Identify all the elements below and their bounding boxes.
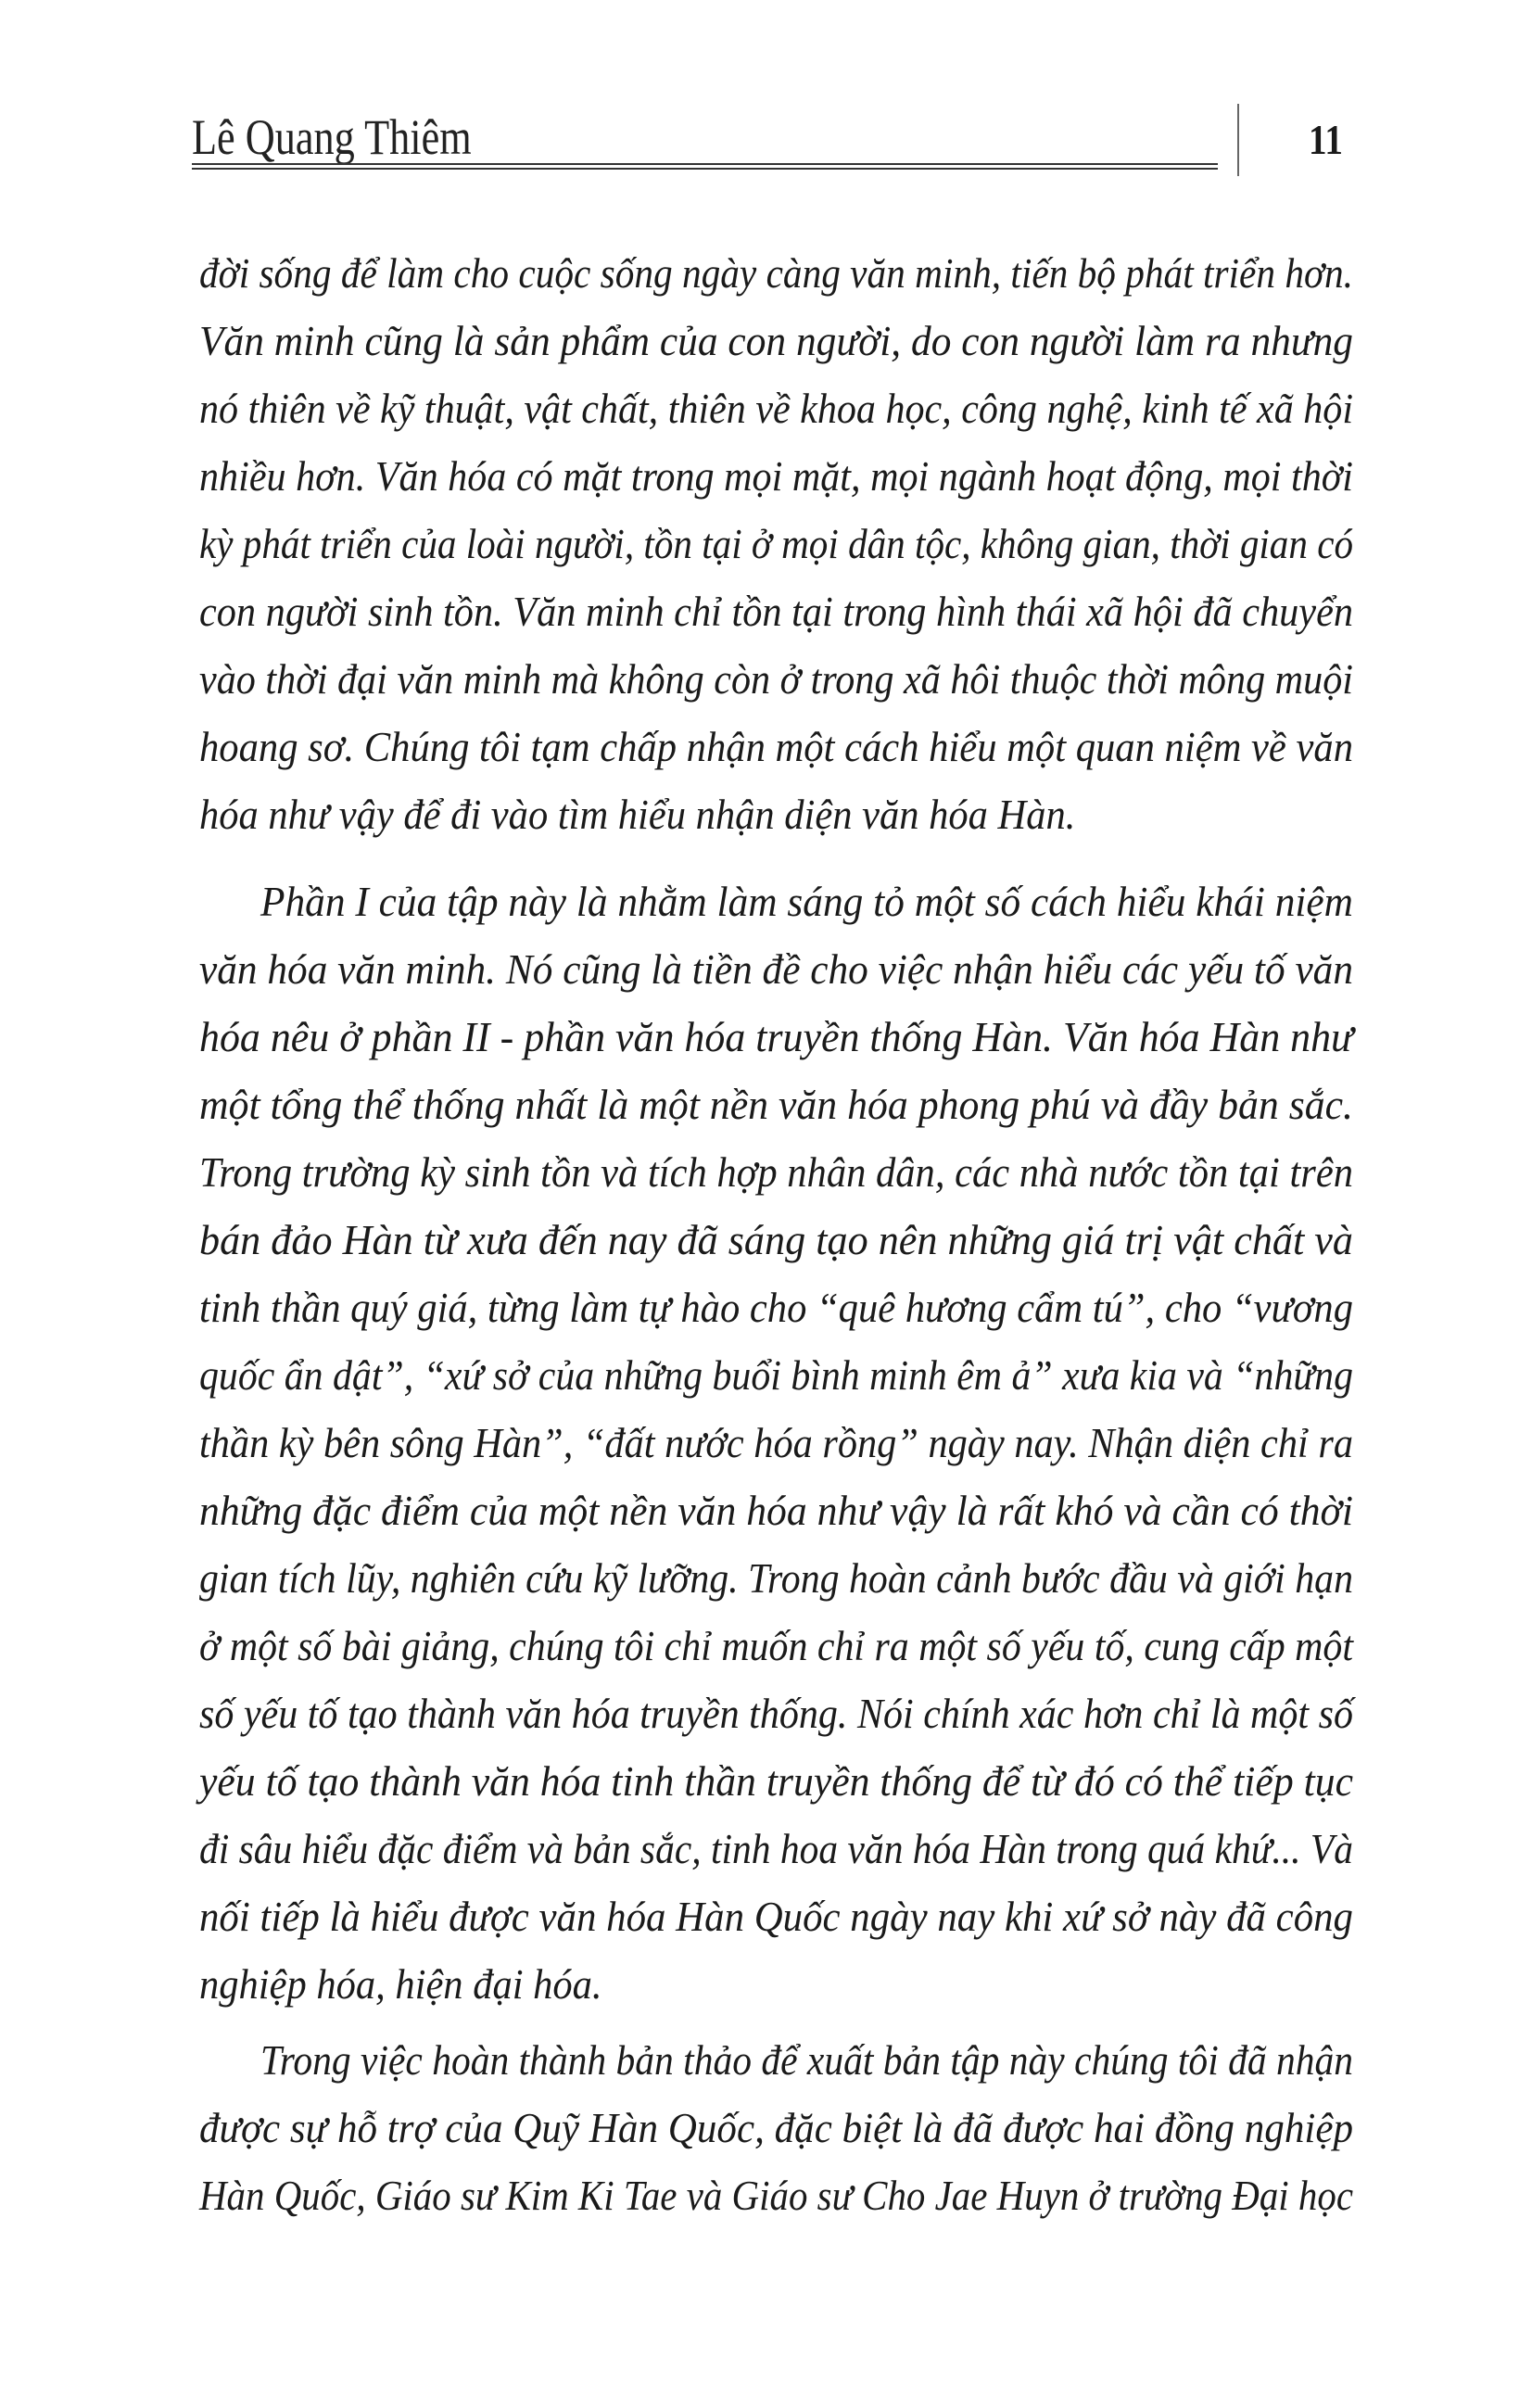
text-line: tinh thần quý giá, từng làm tự hào cho “quê hương cẩm tú”, cho “vương bbox=[199, 1284, 1353, 1331]
text-line: nghiệp hóa, hiện đại hóa. bbox=[199, 1960, 602, 2008]
text-line: thần kỳ bên sông Hàn”, “đất nước hóa rồng” ngày nay. Nhận diện chỉ ra bbox=[199, 1419, 1353, 1466]
text-line: con người sinh tồn. Văn minh chỉ tồn tại trong hình thái xã hội đã chuyển bbox=[199, 588, 1353, 635]
text-line: được sự hỗ trợ của Quỹ Hàn Quốc, đặc biệt là đã được hai đồng nghiệp bbox=[199, 2104, 1353, 2151]
text-line: Trong trường kỳ sinh tồn và tích hợp nhân dân, các nhà nước tồn tại trên bbox=[199, 1148, 1353, 1196]
text-line: Hàn Quốc, Giáo sư Kim Ki Tae và Giáo sư Cho Jae Huyn ở trường Đại học bbox=[199, 2172, 1353, 2219]
text-line: kỳ phát triển của loài người, tồn tại ở mọi dân tộc, không gian, thời gian có bbox=[199, 520, 1353, 567]
text-line: nó thiên về kỹ thuật, vật chất, thiên về khoa học, công nghệ, kinh tế xã hội bbox=[199, 385, 1353, 432]
text-line: Trong việc hoàn thành bản thảo để xuất bản tập này chúng tôi đã nhận bbox=[260, 2036, 1353, 2084]
text-line: Văn minh cũng là sản phẩm của con người, do con người làm ra nhưng bbox=[199, 317, 1353, 364]
text-line: đời sống để làm cho cuộc sống ngày càng văn minh, tiến bộ phát triển hơn. bbox=[199, 249, 1353, 297]
header-rule bbox=[192, 163, 1218, 170]
text-line: đi sâu hiểu đặc điểm và bản sắc, tinh hoa văn hóa Hàn trong quá khứ... Và bbox=[199, 1825, 1353, 1872]
header-divider bbox=[1237, 104, 1239, 176]
text-line: những đặc điểm của một nền văn hóa như vậy là rất khó và cần có thời bbox=[199, 1487, 1353, 1534]
text-line: hoang sơ. Chúng tôi tạm chấp nhận một cách hiểu một quan niệm về văn bbox=[199, 723, 1353, 770]
text-line: gian tích lũy, nghiên cứu kỹ lưỡng. Trong hoàn cảnh bước đầu và giới hạn bbox=[199, 1554, 1353, 1602]
text-line: văn hóa văn minh. Nó cũng là tiền đề cho việc nhận hiểu các yếu tố văn bbox=[199, 945, 1353, 993]
text-line: một tổng thể thống nhất là một nền văn hóa phong phú và đầy bản sắc. bbox=[199, 1081, 1353, 1128]
text-line: hóa như vậy để đi vào tìm hiểu nhận diện văn hóa Hàn. bbox=[199, 791, 1076, 838]
text-line: quốc ẩn dật”, “xứ sở của những buổi bình minh êm ả” xưa kia và “những bbox=[199, 1351, 1353, 1399]
running-header-author: Lê Quang Thiêm bbox=[192, 109, 472, 165]
page-number: 11 bbox=[1309, 116, 1343, 163]
text-line: yếu tố tạo thành văn hóa tinh thần truyền thống để từ đó có thể tiếp tục bbox=[199, 1757, 1353, 1805]
text-line: nối tiếp là hiểu được văn hóa Hàn Quốc ngày nay khi xứ sở này đã công bbox=[199, 1893, 1353, 1940]
text-line: nhiều hơn. Văn hóa có mặt trong mọi mặt, mọi ngành hoạt động, mọi thời bbox=[199, 452, 1353, 500]
text-line: hóa nêu ở phần II - phần văn hóa truyền thống Hàn. Văn hóa Hàn như bbox=[199, 1013, 1353, 1060]
text-line: vào thời đại văn minh mà không còn ở trong xã hôi thuộc thời mông muội bbox=[199, 655, 1353, 703]
text-line: ở một số bài giảng, chúng tôi chỉ muốn chỉ ra một số yếu tố, cung cấp một bbox=[199, 1622, 1353, 1669]
text-line: số yếu tố tạo thành văn hóa truyền thống. Nói chính xác hơn chỉ là một số bbox=[199, 1690, 1353, 1737]
text-line: Phần I của tập này là nhằm làm sáng tỏ một số cách hiểu khái niệm bbox=[260, 878, 1353, 925]
text-line: bán đảo Hàn từ xưa đến nay đã sáng tạo nên những giá trị vật chất và bbox=[199, 1216, 1353, 1263]
